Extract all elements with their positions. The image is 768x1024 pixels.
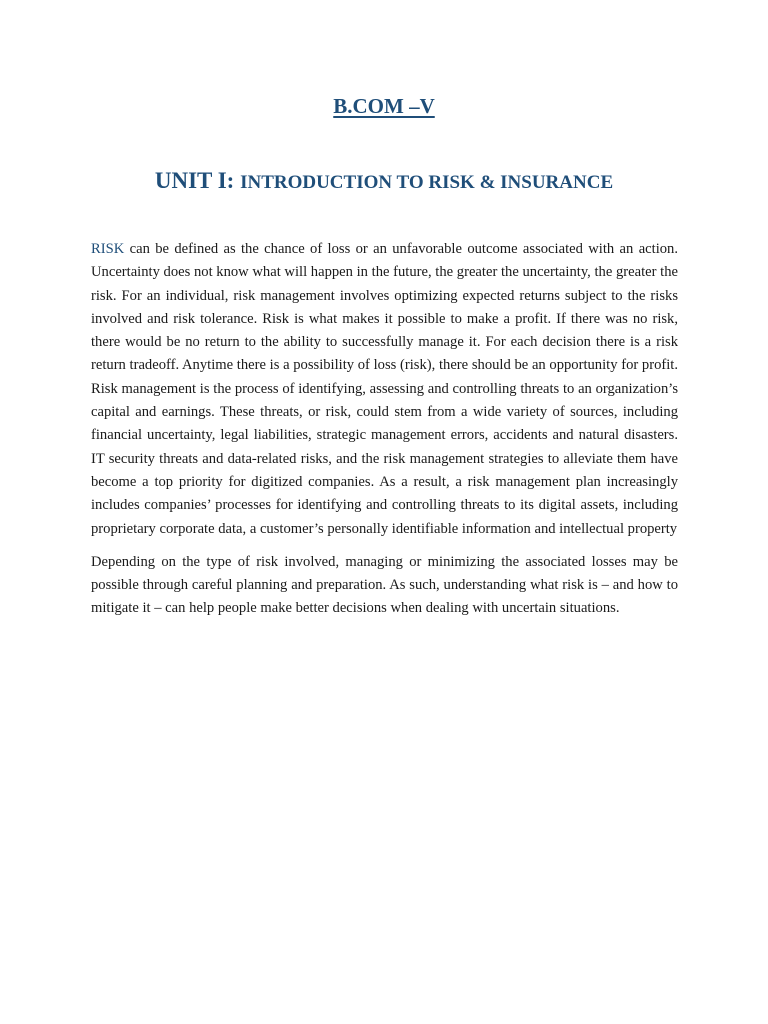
unit-heading (0, 166, 768, 199)
document-body (91, 238, 678, 631)
paragraph-risk-definition (91, 238, 678, 541)
risk-term: RISK (91, 241, 125, 257)
unit-number: UNIT I: (154, 168, 241, 193)
course-title-text: B.COM –V (333, 94, 435, 118)
unit-title: INTRODUCTION TO RISK & INSURANCE (240, 172, 614, 193)
course-title (0, 92, 768, 120)
paragraph-mitigation: Depending on the type of risk involved, managing or minimizing the associated losses may be possible through careful planning and preparation. As such, understanding what risk is – and how to mitigate it – can help people make better decisions when dealing with uncertain situations. (91, 553, 678, 617)
paragraph-risk-definition-text: can be defined as the chance of loss or an unfavorable outcome associated with an action. Uncertainty does not know what will happen in the future, the greater the uncertainty, the greater the risk. For an individual, risk management involves optimizing expected returns subject to the risks involved and risk tolerance. Risk is what makes it possible to make a profit. If there was no risk, there would be no return to the ability to successfully manage it. For each decision there is a risk return tradeoff. Anytime there is a possibility of loss (risk), there should be an opportunity for profit. Risk management is the process of identifying, assessing and controlling threats to an organization’s capital and earnings. These threats, or risk, could stem from a wide variety of sources, including financial uncertainty, legal liabilities, strategic management errors, accidents and natural disasters. IT security threats and data-related risks, and the risk management strategies to alleviate them have become a top priority for digitized companies. As a result, a risk management plan increasingly includes companies’ processes for identifying and controlling threats to its digital assets, including proprietary corporate data, a customer’s personally identifiable information and intellectual property (91, 241, 678, 537)
